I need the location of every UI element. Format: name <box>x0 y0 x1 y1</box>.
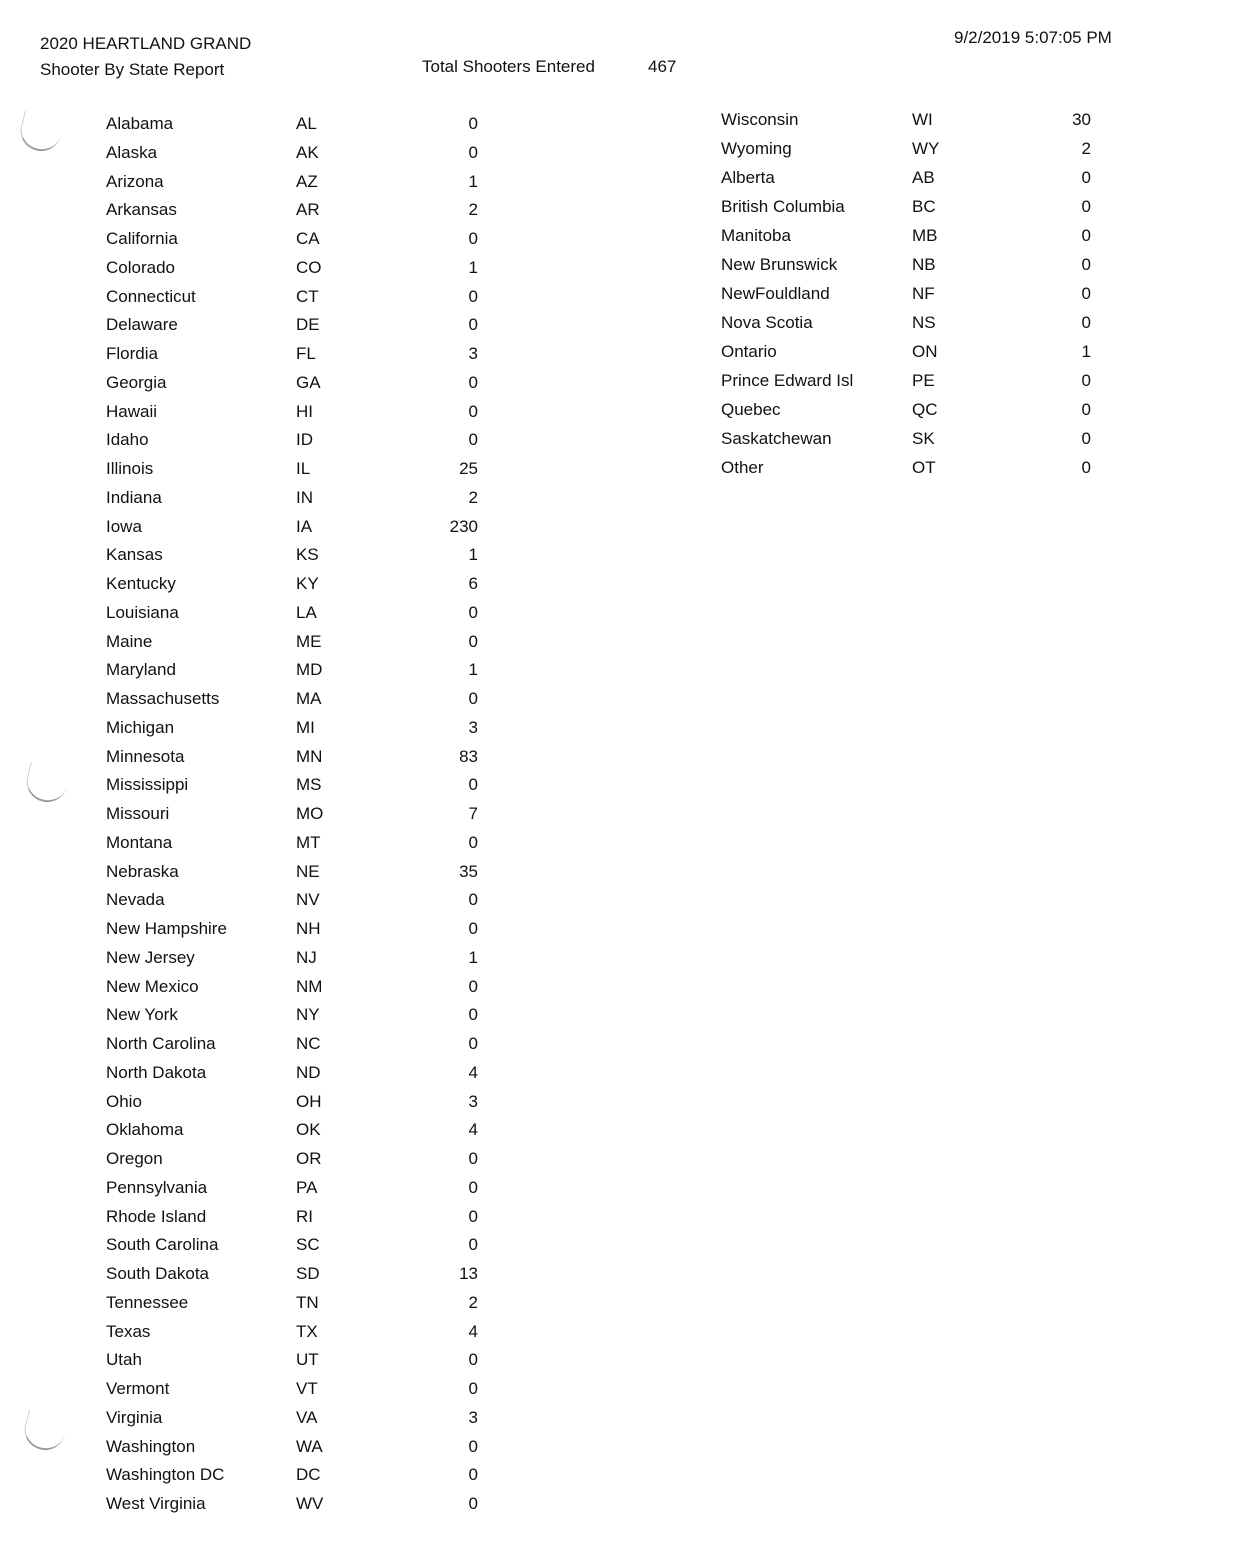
shooter-count: 0 <box>468 832 478 852</box>
shooter-count: 0 <box>1081 226 1091 245</box>
region-name: West Virginia <box>106 1494 206 1513</box>
shooter-count: 25 <box>459 459 478 478</box>
shooter-count: 0 <box>468 1235 478 1255</box>
table-row <box>106 1088 506 1117</box>
shooter-count: 4 <box>468 1321 478 1341</box>
shooter-count: 230 <box>449 516 478 536</box>
region-name: Other <box>721 458 764 477</box>
shooter-count: 0 <box>1081 429 1091 448</box>
table-row <box>106 1260 506 1289</box>
region-abbreviation: KS <box>296 545 319 565</box>
region-name: Idaho <box>106 430 149 450</box>
shooter-count: 0 <box>1081 400 1091 419</box>
region-abbreviation: NM <box>296 976 323 996</box>
region-name: Oklahoma <box>106 1120 184 1140</box>
region-name: Utah <box>106 1350 142 1370</box>
shooter-count: 0 <box>1081 458 1091 477</box>
table-row <box>106 714 506 743</box>
region-name: Iowa <box>106 516 142 536</box>
region-name: Alabama <box>106 114 174 133</box>
shooter-count: 1 <box>468 545 478 565</box>
region-abbreviation: WY <box>912 139 940 158</box>
table-row <box>721 337 1121 366</box>
region-name: British Columbia <box>721 197 845 216</box>
region-name: Illinois <box>106 459 154 478</box>
region-name: Wisconsin <box>721 110 799 129</box>
region-abbreviation: NB <box>912 255 936 274</box>
table-row <box>106 541 506 570</box>
shooter-count: 0 <box>468 1149 478 1168</box>
region-abbreviation: NJ <box>296 947 317 967</box>
shooter-count: 0 <box>468 775 478 795</box>
region-name: Delaware <box>106 315 178 335</box>
table-row <box>106 1001 506 1030</box>
region-name: Rhode Island <box>106 1206 207 1226</box>
shooter-count: 3 <box>468 1091 478 1111</box>
shooter-count: 0 <box>468 1005 478 1025</box>
region-abbreviation: DC <box>296 1465 321 1485</box>
shooter-count: 0 <box>468 1436 478 1456</box>
shooter-count: 1 <box>468 947 478 967</box>
shooter-count: 83 <box>459 746 478 766</box>
region-abbreviation: AZ <box>296 171 318 191</box>
region-name: NewFouldland <box>721 284 830 303</box>
region-abbreviation: NV <box>296 890 320 910</box>
region-abbreviation: CT <box>296 286 319 306</box>
region-name: New Brunswick <box>721 255 838 274</box>
shooter-count: 1 <box>468 171 478 191</box>
table-row <box>106 944 506 973</box>
region-abbreviation: ME <box>296 631 322 651</box>
shooter-count: 7 <box>468 804 478 823</box>
region-name: Arizona <box>106 171 164 191</box>
region-abbreviation: NY <box>296 1005 320 1025</box>
region-abbreviation: FL <box>296 344 316 363</box>
table-row <box>106 455 506 484</box>
table-row <box>106 1433 506 1462</box>
region-name: New Hampshire <box>106 919 227 938</box>
report-timestamp: 9/2/2019 5:07:05 PM <box>954 28 1112 47</box>
binder-hole-top <box>16 111 64 156</box>
region-abbreviation: CA <box>296 229 320 248</box>
region-name: Georgia <box>106 372 167 392</box>
table-row <box>106 139 506 168</box>
table-row <box>106 771 506 800</box>
region-abbreviation: QC <box>912 400 938 419</box>
table-row <box>106 398 506 427</box>
shooter-count: 6 <box>468 574 478 593</box>
region-abbreviation: OT <box>912 458 936 477</box>
region-abbreviation: WA <box>296 1436 323 1456</box>
region-name: Ontario <box>721 342 777 361</box>
region-abbreviation: BC <box>912 197 936 216</box>
shooter-count: 0 <box>468 919 478 938</box>
region-name: Indiana <box>106 487 162 507</box>
region-abbreviation: ND <box>296 1062 321 1082</box>
table-row <box>106 1030 506 1059</box>
region-name: Saskatchewan <box>721 429 832 448</box>
region-name: Washington DC <box>106 1465 225 1485</box>
shooter-count: 0 <box>468 430 478 450</box>
table-row <box>721 453 1121 482</box>
region-abbreviation: WI <box>912 110 933 129</box>
binder-hole-middle <box>22 762 70 807</box>
table-row <box>106 254 506 283</box>
table-row <box>106 1346 506 1375</box>
shooter-count: 0 <box>1081 284 1091 303</box>
table-row <box>721 105 1121 134</box>
shooter-count: 2 <box>468 487 478 507</box>
region-name: Tennessee <box>106 1292 189 1312</box>
region-name: Manitoba <box>721 226 791 245</box>
region-abbreviation: AL <box>296 114 317 133</box>
region-name: Alberta <box>721 168 775 187</box>
region-name: South Carolina <box>106 1235 219 1255</box>
region-name: Texas <box>106 1321 151 1341</box>
table-row <box>106 1289 506 1318</box>
region-abbreviation: MS <box>296 775 322 795</box>
region-abbreviation: NH <box>296 919 321 938</box>
shooter-count: 0 <box>468 1206 478 1226</box>
shooter-count: 2 <box>468 1292 478 1312</box>
region-abbreviation: VT <box>296 1379 318 1398</box>
shooter-count: 2 <box>468 200 478 220</box>
region-name: New Mexico <box>106 976 199 996</box>
shooter-count: 0 <box>468 1177 478 1197</box>
region-name: South Dakota <box>106 1264 210 1283</box>
table-row <box>106 340 506 369</box>
region-abbreviation: AR <box>296 200 320 220</box>
shooter-count: 0 <box>468 286 478 306</box>
table-row <box>106 1404 506 1433</box>
shooter-count: 1 <box>468 660 478 680</box>
region-abbreviation: OR <box>296 1149 322 1168</box>
shooter-count: 4 <box>468 1120 478 1140</box>
table-row <box>721 192 1121 221</box>
table-row <box>106 1145 506 1174</box>
table-row <box>721 163 1121 192</box>
region-name: Wyoming <box>721 139 792 158</box>
table-row <box>721 250 1121 279</box>
region-abbreviation: TX <box>296 1321 318 1341</box>
region-abbreviation: SK <box>912 429 935 448</box>
region-name: Missouri <box>106 804 170 823</box>
shooter-count: 0 <box>468 689 478 708</box>
shooter-count: 1 <box>1081 342 1091 361</box>
shooter-count: 0 <box>468 1034 478 1053</box>
region-name: North Carolina <box>106 1034 216 1053</box>
table-row <box>721 395 1121 424</box>
region-abbreviation: MA <box>296 689 322 708</box>
shooter-count: 0 <box>468 976 478 996</box>
table-row <box>106 168 506 197</box>
region-abbreviation: AK <box>296 142 319 162</box>
region-abbreviation: MT <box>296 832 321 852</box>
region-name: Kansas <box>106 545 163 565</box>
provinces-table <box>721 105 1121 482</box>
shooter-count: 0 <box>1081 313 1091 332</box>
region-abbreviation: WV <box>296 1494 324 1513</box>
region-name: North Dakota <box>106 1062 207 1082</box>
table-row <box>106 283 506 312</box>
table-row <box>106 1203 506 1232</box>
shooter-count: 0 <box>468 602 478 622</box>
shooter-count: 0 <box>1081 168 1091 187</box>
table-row <box>106 110 506 139</box>
shooter-count: 0 <box>468 401 478 421</box>
table-row <box>106 915 506 944</box>
region-abbreviation: SC <box>296 1235 320 1255</box>
region-abbreviation: MO <box>296 804 324 823</box>
shooter-count: 0 <box>1081 371 1091 390</box>
shooter-count: 3 <box>468 1407 478 1427</box>
states-table <box>106 110 506 1519</box>
region-abbreviation: DE <box>296 315 320 335</box>
region-name: Hawaii <box>106 401 158 421</box>
shooter-count: 0 <box>468 114 478 133</box>
shooter-count: 2 <box>1081 139 1091 158</box>
table-row <box>721 134 1121 163</box>
region-abbreviation: KY <box>296 574 319 593</box>
region-name: Louisiana <box>106 602 179 622</box>
table-row <box>106 800 506 829</box>
shooter-count: 0 <box>468 890 478 910</box>
table-row <box>106 426 506 455</box>
table-row <box>721 424 1121 453</box>
region-abbreviation: LA <box>296 602 317 622</box>
region-name: Minnesota <box>106 746 185 766</box>
table-row <box>106 196 506 225</box>
table-row <box>106 1490 506 1519</box>
table-row <box>106 570 506 599</box>
shooter-count: 0 <box>468 315 478 335</box>
region-abbreviation: OK <box>296 1120 321 1140</box>
region-name: Nevada <box>106 890 165 910</box>
table-row <box>106 656 506 685</box>
region-name: Nova Scotia <box>721 313 813 332</box>
region-name: New York <box>106 1005 178 1025</box>
region-abbreviation: VA <box>296 1407 318 1427</box>
region-abbreviation: HI <box>296 401 313 421</box>
shooter-count: 1 <box>468 257 478 277</box>
region-abbreviation: PA <box>296 1177 318 1197</box>
shooter-count: 4 <box>468 1062 478 1082</box>
shooter-count: 0 <box>468 229 478 248</box>
report-subtitle: Shooter By State Report <box>40 60 225 79</box>
region-abbreviation: NE <box>296 861 320 881</box>
table-row <box>106 369 506 398</box>
region-name: Quebec <box>721 400 781 419</box>
region-name: Ohio <box>106 1091 142 1111</box>
table-row <box>106 1116 506 1145</box>
region-abbreviation: AB <box>912 168 935 187</box>
total-shooters-value: 467 <box>648 57 677 76</box>
region-abbreviation: IL <box>296 459 311 478</box>
region-abbreviation: NF <box>912 284 935 303</box>
region-abbreviation: MI <box>296 717 315 737</box>
table-row <box>106 1461 506 1490</box>
table-row <box>106 743 506 772</box>
region-name: Virginia <box>106 1407 163 1427</box>
region-abbreviation: MN <box>296 746 323 766</box>
region-abbreviation: NC <box>296 1034 321 1053</box>
table-row <box>106 599 506 628</box>
region-abbreviation: ON <box>912 342 938 361</box>
shooter-count: 0 <box>468 631 478 651</box>
shooter-count: 0 <box>1081 197 1091 216</box>
region-abbreviation: PE <box>912 371 935 390</box>
total-shooters-label: Total Shooters Entered <box>422 57 595 76</box>
report-title: 2020 HEARTLAND GRAND <box>40 34 252 53</box>
region-name: Nebraska <box>106 861 179 881</box>
shooter-count: 35 <box>459 861 478 881</box>
region-name: California <box>106 229 178 248</box>
region-abbreviation: UT <box>296 1350 319 1370</box>
shooter-count: 30 <box>1072 110 1091 129</box>
region-name: Alaska <box>106 142 158 162</box>
region-abbreviation: GA <box>296 372 321 392</box>
table-row <box>721 366 1121 395</box>
region-name: Kentucky <box>106 574 176 593</box>
region-name: New Jersey <box>106 947 195 967</box>
region-name: Pennsylvania <box>106 1177 208 1197</box>
region-abbreviation: NS <box>912 313 936 332</box>
region-name: Montana <box>106 832 173 852</box>
region-name: Maine <box>106 631 153 651</box>
table-row <box>106 1375 506 1404</box>
table-row <box>106 225 506 254</box>
region-name: Washington <box>106 1436 196 1456</box>
region-abbreviation: MB <box>912 226 938 245</box>
region-name: Oregon <box>106 1149 163 1168</box>
region-abbreviation: RI <box>296 1206 313 1226</box>
shooter-count: 0 <box>468 1494 478 1513</box>
shooter-count: 0 <box>468 1465 478 1485</box>
region-abbreviation: MD <box>296 660 323 680</box>
shooter-count: 0 <box>468 1350 478 1370</box>
region-name: Colorado <box>106 257 175 277</box>
region-name: Massachusetts <box>106 689 220 708</box>
table-row <box>721 279 1121 308</box>
region-abbreviation: CO <box>296 257 322 277</box>
table-row <box>106 628 506 657</box>
table-row <box>106 1174 506 1203</box>
region-name: Prince Edward Isl <box>721 371 854 390</box>
table-row <box>106 1059 506 1088</box>
table-row <box>106 886 506 915</box>
shooter-count: 0 <box>468 142 478 162</box>
region-name: Mississippi <box>106 775 189 795</box>
region-abbreviation: IN <box>296 487 313 507</box>
shooter-count: 13 <box>459 1264 478 1283</box>
region-abbreviation: ID <box>296 430 313 450</box>
region-abbreviation: SD <box>296 1264 320 1283</box>
region-name: Flordia <box>106 344 158 363</box>
region-name: Vermont <box>106 1379 170 1398</box>
table-row <box>106 858 506 887</box>
shooter-count: 0 <box>1081 255 1091 274</box>
region-name: Arkansas <box>106 200 177 220</box>
region-name: Michigan <box>106 717 175 737</box>
shooter-count: 3 <box>468 344 478 363</box>
table-row <box>721 221 1121 250</box>
shooter-count: 0 <box>468 1379 478 1398</box>
region-name: Maryland <box>106 660 176 680</box>
table-row <box>721 308 1121 337</box>
table-row <box>106 311 506 340</box>
shooter-count: 3 <box>468 717 478 737</box>
region-abbreviation: OH <box>296 1091 322 1111</box>
table-row <box>106 973 506 1002</box>
table-row <box>106 1231 506 1260</box>
region-name: Connecticut <box>106 286 196 306</box>
region-abbreviation: IA <box>296 516 313 536</box>
binder-hole-bottom <box>20 1410 68 1455</box>
table-row <box>106 484 506 513</box>
table-row <box>106 829 506 858</box>
table-row <box>106 1318 506 1347</box>
shooter-count: 0 <box>468 372 478 392</box>
table-row <box>106 685 506 714</box>
table-row <box>106 513 506 542</box>
region-abbreviation: TN <box>296 1292 319 1312</box>
